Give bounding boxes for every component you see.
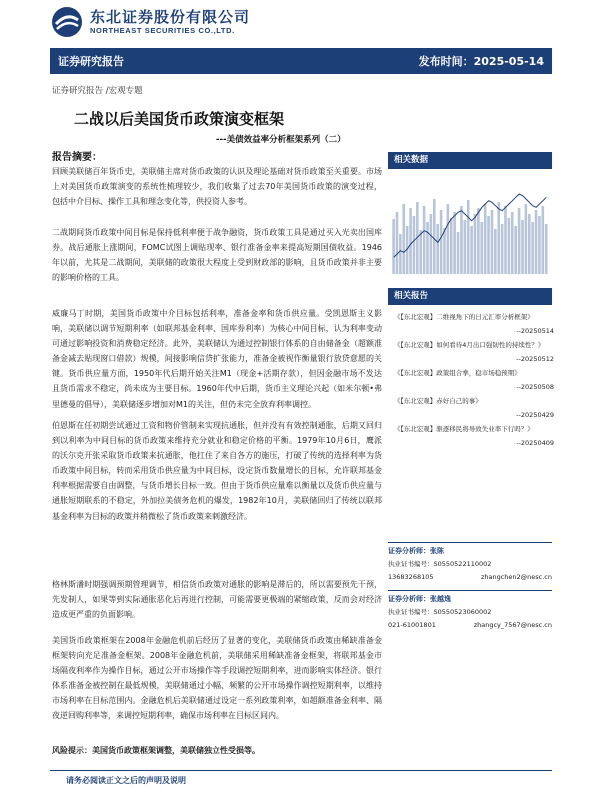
chart-bar bbox=[392, 219, 395, 274]
report-name[interactable]: 《【东北宏观】政策组合拳，稳市场稳预期》 bbox=[394, 369, 521, 377]
divider bbox=[388, 590, 552, 591]
report-name[interactable]: 《【东北宏观】如何看待4月出口强韧性的持续性？》 bbox=[394, 341, 545, 349]
chart-bar bbox=[511, 212, 514, 274]
report-name[interactable]: 《【东北宏观】二维视角下的日元汇率分析框架》 bbox=[394, 313, 534, 321]
chart-bar bbox=[491, 210, 494, 274]
related-data-heading: 相关数据 bbox=[388, 152, 552, 169]
page-title: 二战以后美国货币政策演变框架 bbox=[74, 110, 285, 128]
chart-bar bbox=[545, 224, 548, 274]
report-date: --20250508 bbox=[516, 383, 554, 391]
chart-bar bbox=[440, 210, 443, 274]
report-item[interactable] bbox=[394, 310, 554, 338]
analyst-email[interactable]: zhangcy_7567@nesc.cn bbox=[473, 621, 552, 629]
abstract-heading: 报告摘要： bbox=[52, 152, 102, 163]
chart-bar bbox=[484, 204, 487, 274]
analyst-phone: 021-61001801 bbox=[388, 621, 436, 629]
risk-label: 风险提示： bbox=[52, 746, 92, 755]
report-date: --20250409 bbox=[516, 439, 554, 447]
chart-bar bbox=[497, 202, 500, 274]
related-reports-list bbox=[394, 310, 554, 450]
chart-bar bbox=[457, 232, 460, 274]
abstract-paragraph-5: 格林斯潘时期强调预期管理调节，相信货币政策对通胀的影响是滞后的，所以需要预先干预，先发制人，如果等到实际通胀恶化后再进行控制，可能需要更极端的紧缩政策，反而会对经济造成更严重的负面影响。 bbox=[52, 580, 382, 620]
chart-bar bbox=[528, 214, 531, 274]
analyst-name: 证券分析师：张陈 bbox=[388, 547, 444, 555]
page-subtitle: ---美债效益率分析框架系列（二） bbox=[216, 135, 346, 145]
chart-bar bbox=[514, 226, 517, 274]
chart-bar bbox=[419, 230, 422, 274]
chart-bar bbox=[433, 199, 436, 274]
chart-bar bbox=[508, 218, 511, 274]
related-reports-heading: 相关报告 bbox=[388, 288, 552, 305]
report-name[interactable]: 《【东北宏观】赤好自己的事》 bbox=[394, 397, 482, 405]
report-date: --20250429 bbox=[516, 411, 554, 419]
company-name-en: NORTHEAST SECURITIES CO.,LTD. bbox=[90, 26, 235, 35]
analyst-block-2 bbox=[388, 593, 552, 632]
chart-bar bbox=[477, 208, 480, 274]
chart-bar bbox=[504, 206, 507, 274]
chart-bar bbox=[501, 224, 504, 274]
abstract-paragraph-3: 威廉马丁时期，美国货币政策中介目标包括利率，准备金率和货币供应量。受凯恩斯主义影响，美联储以调节短期利率（如联邦基金利率、国库券利率）为核心中间目标，认为利率变动可通过影响投资和消费稳定经济。此外，美联储认为通过控制银行体系的自由储备金（超额准备金减去贴现窗口借款）规模，间接影响信贷扩张能力，准备金被视作衡量银行放贷意愿的关键。货币供应量方面，1950年代后期开始关注M1（现金+活期存款），但因金融市场不发达且货币需求不稳定，尚未成为主要目标。1960年代中后期，货币主义理论兴起（如米尔顿•弗里德曼的倡导），美联储逐步增加对M1的关注，但仍未完全放弃利率调控。 bbox=[52, 309, 382, 409]
breadcrumb: 证券研究报告 /宏观专题 bbox=[52, 86, 143, 96]
footer-disclaimer: 请务必阅读正文之后的声明及说明 bbox=[66, 776, 186, 785]
publish-time: 发布时间：2025-05-14 bbox=[418, 55, 544, 68]
report-name[interactable]: 《【东北宏观】驱逐移民将导致失业率下行吗？》 bbox=[394, 425, 534, 433]
header-bar bbox=[50, 48, 552, 74]
chart-bar bbox=[494, 229, 497, 274]
analyst-phone: 13683268105 bbox=[388, 573, 434, 581]
chart-bar bbox=[518, 208, 521, 274]
logo-emblem-icon bbox=[52, 7, 82, 37]
report-date: --20250514 bbox=[516, 327, 554, 335]
chart-bar bbox=[436, 224, 439, 274]
report-item[interactable] bbox=[394, 338, 554, 366]
chart-bar bbox=[409, 208, 412, 274]
company-logo bbox=[52, 4, 250, 40]
chart-bar bbox=[443, 228, 446, 274]
chart-bar bbox=[474, 214, 477, 274]
report-date: --20250512 bbox=[516, 355, 554, 363]
chart-bar bbox=[487, 216, 490, 274]
abstract-paragraph-6: 美国货币政策框架在2008年金融危机前后经历了显著的变化，美联储货币政策由稀缺准备金框架转向充足准备金框架。2008年金融危机前，美联储采用稀缺准备金框架，将联邦基金市场隔夜利率作为操作目标，通过公开市场操作等手段调控短期利率，进而影响实体经济。银行体系准备金被控制在最低规模，美联储通过小幅、频繁的公开市场操作调控短期利率，以维持市场利率在目标范围内。金融危机后美联储通过设定一系列政策利率，如超额准备金利率、隔夜逆回购利率等，来调控短期利率，确保市场利率在目标区间内。 bbox=[52, 636, 382, 721]
risk-warning bbox=[52, 743, 382, 758]
analyst-block-1 bbox=[388, 545, 552, 584]
abstract-paragraph-2: 二战期间货币政策中间目标是保持低利率便于战争融资，货币政策工具是通过买入光卖出国库券。战后通胀上涨期间，FOMC试图上调贴现率、银行准备金率来提高短期国债收益。1946年以前，尤其是二战期间，美联储的政策很大程度上受到财政部的影响，且货币政策并非主要的影响价格的工具。 bbox=[52, 228, 382, 283]
abstract-paragraph-4: 伯恩斯在任初期尝试通过工资和物价管制来实现抗通胀，但并没有有效控制通胀，后期又回归到以利率为中间目标的货币政策来维持充分就业和稳定价格的平衡。1979年10月6日，鹰派的沃尔克开张采取货币政策来抗通胀，他扛住了来自各方的施压，打破了传统的选择利率为货币政策中间目标，转而采用货币供应量为中间目标，设定货币数量增长的目标，允许联邦基金利率根据需要自由调整，与货币增长目标一致。但由于货币供应量难以衡量以及货币供应量与通胀短期联系的不稳定，外加拉美债务危机的爆发，1982年10月，美联储回归了传统以联邦基金利率为目标的政策并稍微松了货币政策来刺激经济。 bbox=[52, 421, 382, 521]
chart-bar bbox=[413, 216, 416, 274]
chart-bar bbox=[464, 220, 467, 274]
divider bbox=[388, 542, 552, 543]
chart-bar bbox=[396, 212, 399, 274]
chart-svg bbox=[388, 170, 552, 278]
report-item[interactable] bbox=[394, 394, 554, 422]
chart-bar bbox=[426, 222, 429, 274]
chart-bar bbox=[423, 206, 426, 274]
chart-bar bbox=[521, 220, 524, 274]
analyst-license: 执业证书编号：S0550523060002 bbox=[388, 608, 492, 616]
analyst-name: 证券分析师：张越逸 bbox=[388, 595, 451, 603]
chart-bar bbox=[535, 210, 538, 274]
chart-bar bbox=[470, 226, 473, 274]
company-name-cn: 东北证券股份有限公司 bbox=[90, 8, 251, 26]
report-item[interactable] bbox=[394, 366, 554, 394]
analyst-email[interactable]: zhangchen2@nesc.cn bbox=[480, 573, 552, 581]
analyst-license: 执业证书编号：S0550522110002 bbox=[388, 560, 492, 568]
report-type-label: 证券研究报告 bbox=[58, 55, 124, 68]
chart-bar bbox=[447, 204, 450, 274]
chart-bar bbox=[531, 222, 534, 274]
abstract-paragraph-1: 回顾美联储百年货币史，美联储主席对货币政策的认识及理论基础对货币政策至关重要。市场上对美国货币政策演变的系统性梳理较少，我们收集了过去70年美国货币政策的演变过程，包括中介目标、操作工具和理念变化等，供投资人参考。 bbox=[52, 167, 382, 207]
chart-bar bbox=[480, 222, 483, 274]
chart-bar bbox=[460, 206, 463, 274]
chart-bar bbox=[467, 200, 470, 274]
chart-bar bbox=[399, 234, 402, 274]
related-data-chart bbox=[388, 170, 552, 278]
report-item[interactable] bbox=[394, 422, 554, 450]
chart-bar bbox=[453, 212, 456, 274]
chart-bar bbox=[450, 218, 453, 274]
chart-bar bbox=[525, 204, 528, 274]
risk-text: 美国货币政策框架调整，美联储独立性受损等。 bbox=[92, 746, 260, 755]
footer-divider bbox=[50, 770, 552, 771]
chart-bar bbox=[538, 216, 541, 274]
chart-bar bbox=[542, 206, 545, 274]
chart-bar bbox=[402, 204, 405, 274]
chart-bar bbox=[430, 214, 433, 274]
